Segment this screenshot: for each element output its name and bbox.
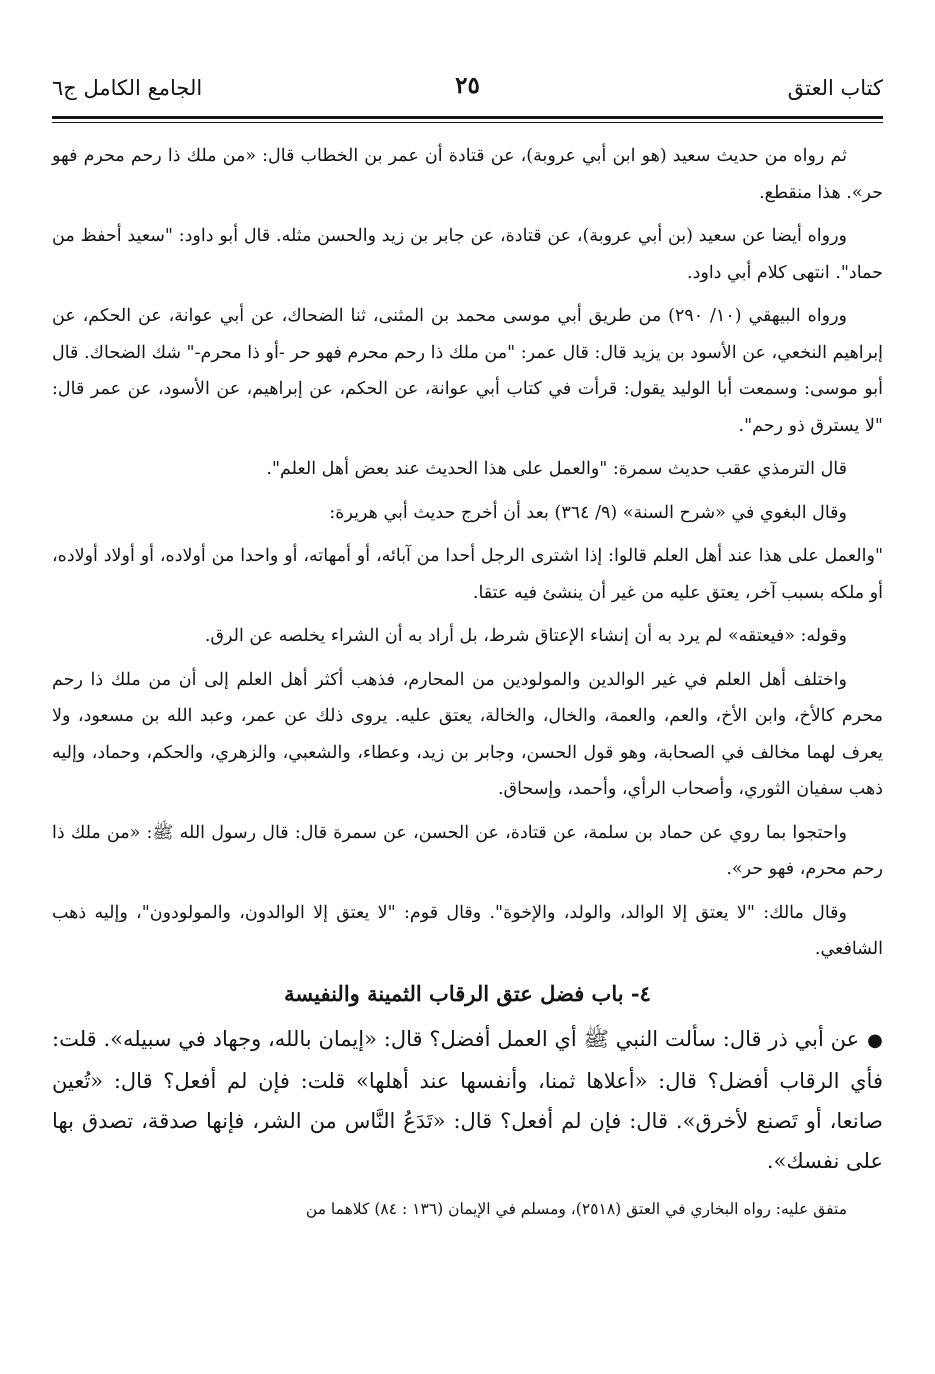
hadith-body: عن أبي ذر قال: سألت النبي ﷺ أي العمل أفضل؟ قال: «إيمان بالله، وجهاد في سبيله». قلت: فأي الرقاب أفضل؟ قال: «أعلاها ثمنا، وأنفسها عند أهلها» قلت: فإن لم أفعل؟ قال: «تُعين صانعا، أو تَصنع لأخرق». قال: فإن لم أفعل؟ قال: «تَدَعُ النَّاس من الشر، فإنها صدقة، تصدق بها على نفسك».: [52, 1026, 883, 1173]
paragraph: وقال مالك: "لا يعتق إلا الوالد، والولد، والإخوة". وقال قوم: "لا يعتق إلا الوالدون، والمولودون"، وإليه ذهب الشافعي.: [52, 902, 883, 959]
paragraph: ورواه البيهقي (١٠/ ٢٩٠) من طريق أبي موسى محمد بن المثنى، ثنا الضحاك، عن أبي عوانة، عن الحكم، عن إبراهيم النخعي، عن الأسود بن يزيد قال: قال عمر: "من ملك ذا رحم محرم فهو حر -أو ذا محرم-" شك الضحاك. قال أبو موسى: وسمعت أبا الوليد يقول: قرأت في كتاب أبي عوانة، عن الحكم، عن إبراهيم، عن الأسود، عن عمر قال: "لا يسترق ذو رحم".: [52, 306, 883, 436]
paragraph: واختلف أهل العلم في غير الوالدين والمولودين من المحارم، فذهب أكثر أهل العلم إلى أن من ملك ذا رحم محرم كالأخ، وابن الأخ، والعم، والعمة، والخال، والخالة، يعتق عليه. يروى ذلك عن عمر، وعبد الله بن مسعود، ولا يعرف لهما مخالف في الصحابة، وهو قول الحسن، وجابر بن زيد، وعطاء، والشعبي، والزهري، والحكم، وحماد، وإليه ذهب سفيان الثوري، وأصحاب الرأي، وأحمد، وإسحاق.: [52, 669, 883, 799]
section-heading: ٤- باب فضل عتق الرقاب الثمينة والنفيسة: [284, 980, 651, 1006]
paragraph: وقوله: «فيعتقه» لم يرد به أن إنشاء الإعتاق شرط، بل أراد به أن الشراء يخلصه عن الرق.: [204, 626, 847, 646]
hadith-text: [52, 1019, 883, 1181]
bullet-icon: ●: [867, 1029, 883, 1051]
paragraph: وقال البغوي في «شرح السنة» (٩/ ٣٦٤) بعد أن أخرج حديث أبي هريرة:: [329, 502, 847, 523]
book-title: كتاب العتق: [787, 76, 883, 100]
paragraph: واحتجوا بما روي عن حماد بن سلمة، عن قتادة، عن الحسن، عن سمرة قال: قال رسول الله ﷺ: «من ملك ذا رحم محرم، فهو حر».: [52, 822, 883, 879]
paragraph: قال الترمذي عقب حديث سمرة: "والعمل على هذا الحديث عند بعض أهل العلم".: [266, 459, 847, 479]
series-title: الجامع الكامل ج٦: [52, 76, 203, 100]
header-rule-thin: [52, 122, 883, 123]
footnote-text: متفق عليه: رواه البخاري في العتق (٢٥١٨)، ومسلم في الإيمان (١٣٦ : ٨٤) كلاهما من: [305, 1199, 847, 1218]
page-number: ٢٥: [455, 72, 480, 99]
paragraph: ورواه أيضا عن سعيد (بن أبي عروبة)، عن قتادة، عن جابر بن زيد والحسن مثله. قال أبو داود: "سعيد أحفظ من حماد". انتهى كلام أبي داود.: [52, 226, 883, 283]
paragraph: ثم رواه من حديث سعيد (هو ابن أبي عروبة)، عن قتادة أن عمر بن الخطاب قال: «من ملك ذا رحم محرم فهو حر». هذا منقطع.: [52, 146, 883, 203]
page-body: [52, 138, 883, 1225]
page-header: [52, 72, 883, 114]
header-rule-thick: [52, 116, 883, 119]
quoted-paragraph: "والعمل على هذا عند أهل العلم قالوا: إذا اشترى الرجل أحدا من آبائه، أو أمهاته، أو واحدا من أولاده، أو أولاد أولاده، أو ملكه بسبب آخر، يعتق عليه من غير أن ينشئ فيه عتقا.: [52, 546, 883, 603]
